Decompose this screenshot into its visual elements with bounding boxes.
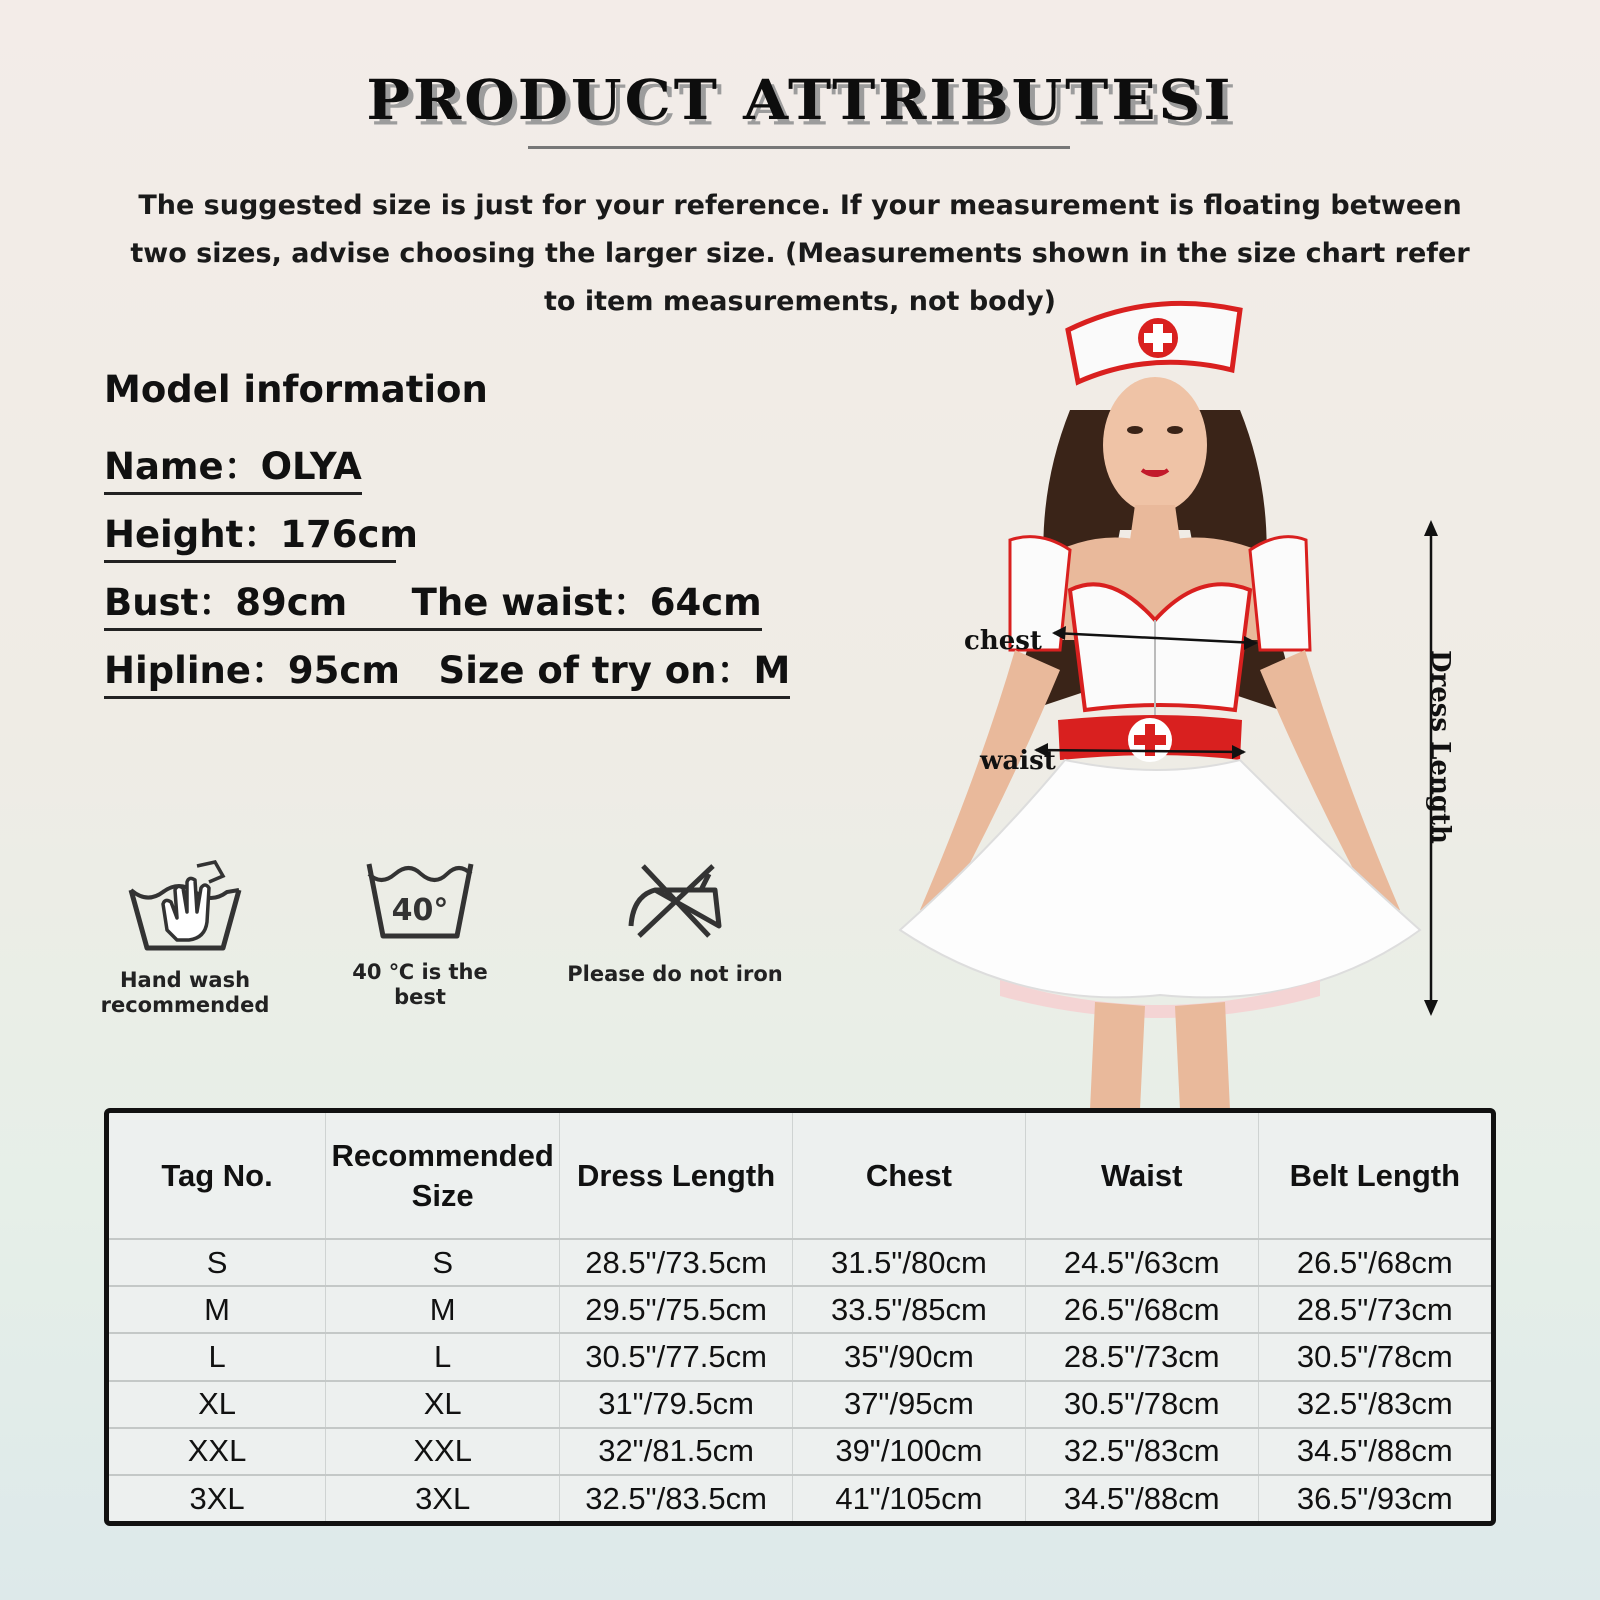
table-row xyxy=(109,1475,1491,1521)
page-title: PRODUCT ATTRIBUTESI xyxy=(366,67,1234,133)
table-row xyxy=(109,1428,1491,1475)
cell: 36.5"/93cm xyxy=(1258,1475,1491,1521)
cell: L xyxy=(326,1333,560,1380)
model-hip-size: Hipline：95cm Size of try on：M xyxy=(104,640,790,699)
cell: 41"/105cm xyxy=(793,1475,1026,1521)
care-item-hand-wash xyxy=(100,860,270,1018)
waist-label: waist xyxy=(980,746,1056,776)
cell: 39"/100cm xyxy=(793,1428,1026,1475)
cell: 32.5"/83.5cm xyxy=(560,1475,793,1521)
cell: 3XL xyxy=(326,1475,560,1521)
header-dress-length: Dress Length xyxy=(560,1113,793,1239)
no-iron-icon xyxy=(625,860,725,940)
cell: 32.5"/83cm xyxy=(1025,1428,1258,1475)
care-item-wash-40 xyxy=(325,860,515,1010)
dress-length-label: Dress Length xyxy=(1425,650,1455,844)
size-chart xyxy=(104,1108,1496,1526)
cell: S xyxy=(109,1239,326,1286)
wash-40-icon xyxy=(365,860,475,940)
header-tag-no: Tag No. xyxy=(109,1113,326,1239)
cell: 32.5"/83cm xyxy=(1258,1381,1491,1428)
model-heading: Model information xyxy=(104,368,488,411)
table-row xyxy=(109,1286,1491,1333)
cell: 33.5"/85cm xyxy=(793,1286,1026,1333)
cell: XXL xyxy=(326,1428,560,1475)
table-row xyxy=(109,1239,1491,1286)
header-chest: Chest xyxy=(793,1113,1026,1239)
cell: XL xyxy=(326,1381,560,1428)
cell: 37"/95cm xyxy=(793,1381,1026,1428)
size-note: The suggested size is just for your reference. If your measurement is floating between two sizes, advise choosing the larger size. (Measurements shown in the size chart refer to item measurements, not body) xyxy=(130,190,1470,317)
chest-label: chest xyxy=(964,626,1042,656)
cell: 28.5"/73cm xyxy=(1025,1333,1258,1380)
cell: 34.5"/88cm xyxy=(1025,1475,1258,1521)
wash-temp-text: 40° xyxy=(391,893,449,928)
model-height: Height：176cm xyxy=(104,504,396,563)
cell: 31.5"/80cm xyxy=(793,1239,1026,1286)
model-name: Name：OLYA xyxy=(104,436,362,495)
cell: M xyxy=(326,1286,560,1333)
cell: 34.5"/88cm xyxy=(1258,1428,1491,1475)
cell: 30.5"/78cm xyxy=(1025,1381,1258,1428)
cell: 28.5"/73.5cm xyxy=(560,1239,793,1286)
care-label-no-iron: Please do not iron xyxy=(567,962,783,986)
cell: 30.5"/77.5cm xyxy=(560,1333,793,1380)
cell: L xyxy=(109,1333,326,1380)
cell: 35"/90cm xyxy=(793,1333,1026,1380)
care-label-hand-wash: Hand wash recommended xyxy=(100,968,270,1017)
table-row xyxy=(109,1333,1491,1380)
cell: S xyxy=(326,1239,560,1286)
cell: 26.5"/68cm xyxy=(1025,1286,1258,1333)
cell: M xyxy=(109,1286,326,1333)
cell: 28.5"/73cm xyxy=(1258,1286,1491,1333)
model-photo xyxy=(860,290,1460,1110)
title-divider xyxy=(528,146,1070,149)
cell: XL xyxy=(109,1381,326,1428)
cell: 3XL xyxy=(109,1475,326,1521)
header-recommended-size: Recommended Size xyxy=(326,1113,560,1239)
cell: XXL xyxy=(109,1428,326,1475)
cell: 32"/81.5cm xyxy=(560,1428,793,1475)
table-header-row xyxy=(109,1113,1491,1239)
cell: 24.5"/63cm xyxy=(1025,1239,1258,1286)
care-item-no-iron xyxy=(560,860,790,987)
header-belt-length: Belt Length xyxy=(1289,1157,1461,1193)
table-row xyxy=(109,1381,1491,1428)
cell: 26.5"/68cm xyxy=(1258,1239,1491,1286)
care-label-wash-40: 40 ℃ is the best xyxy=(352,960,488,1009)
cell: 29.5"/75.5cm xyxy=(560,1286,793,1333)
size-table xyxy=(109,1113,1491,1521)
cell: 31"/79.5cm xyxy=(560,1381,793,1428)
title-block xyxy=(0,66,1600,134)
hand-wash-icon xyxy=(125,860,245,960)
model-bust-waist: Bust：89cm The waist：64cm xyxy=(104,572,762,631)
cell: 30.5"/78cm xyxy=(1258,1333,1491,1380)
header-waist: Waist xyxy=(1025,1113,1258,1239)
